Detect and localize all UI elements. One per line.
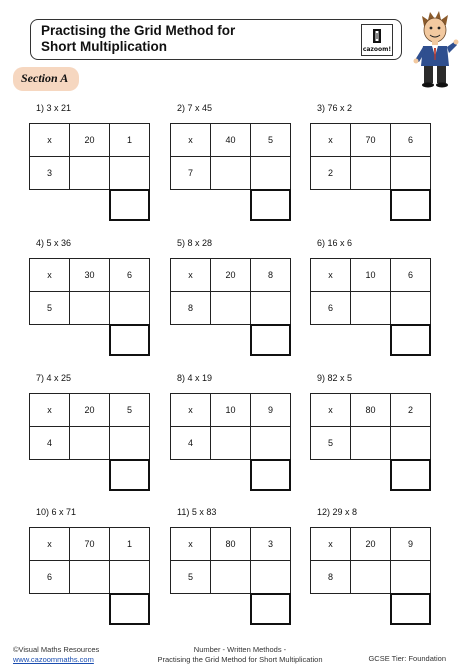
question-label: 12) 29 x 8 [317, 507, 358, 517]
title-line-2: Short Multiplication [41, 39, 167, 54]
grid-tens-cell: 20 [69, 393, 110, 427]
grid-tens-cell: 80 [210, 527, 251, 561]
grid-x-cell: x [29, 527, 70, 561]
total-answer-box[interactable] [109, 593, 150, 625]
question-4 [29, 238, 154, 348]
question-label: 2) 7 x 45 [177, 103, 213, 113]
grid-x-cell: x [29, 393, 70, 427]
logo-text: cazoom! [362, 46, 392, 53]
question-3 [310, 103, 435, 213]
grid-x-cell: x [170, 393, 211, 427]
grid-units-cell: 6 [109, 258, 150, 292]
question-label: 11) 5 x 83 [177, 507, 217, 517]
grid-units-cell: 1 [109, 123, 150, 157]
grid-answer-units-cell[interactable] [109, 560, 150, 594]
grid-x-cell: x [170, 258, 211, 292]
question-label: 1) 3 x 21 [36, 103, 72, 113]
grid-multiplier-cell: 7 [170, 156, 211, 190]
grid-answer-tens-cell[interactable] [350, 426, 391, 460]
cazoom-logo [361, 24, 393, 56]
question-label: 6) 16 x 6 [317, 238, 353, 248]
question-11 [170, 507, 295, 617]
grid-answer-tens-cell[interactable] [350, 156, 391, 190]
topic-line-1: Number - Written Methods - [193, 645, 287, 654]
grid-tens-cell: 20 [210, 258, 251, 292]
grid-answer-tens-cell[interactable] [69, 156, 110, 190]
footer-topic [140, 645, 340, 665]
section-a-tab [13, 67, 79, 91]
grid-answer-tens-cell[interactable] [69, 560, 110, 594]
question-6 [310, 238, 435, 348]
grid-answer-units-cell[interactable] [390, 560, 431, 594]
total-answer-box[interactable] [390, 593, 431, 625]
grid-tens-cell: 10 [350, 258, 391, 292]
grid-answer-units-cell[interactable] [250, 560, 291, 594]
cartoon-boy-icon [410, 10, 460, 90]
grid-x-cell: x [310, 258, 351, 292]
grid-answer-tens-cell[interactable] [350, 291, 391, 325]
copyright-text: ©Visual Maths Resources [13, 645, 100, 654]
question-2 [170, 103, 295, 213]
question-label: 8) 4 x 19 [177, 373, 213, 383]
grid-units-cell: 1 [109, 527, 150, 561]
grid-units-cell: 5 [250, 123, 291, 157]
grid-multiplier-cell: 4 [170, 426, 211, 460]
grid-units-cell: 6 [390, 123, 431, 157]
grid-multiplier-cell: 4 [29, 426, 70, 460]
grid-units-cell: 9 [390, 527, 431, 561]
total-answer-box[interactable] [250, 324, 291, 356]
grid-tens-cell: 30 [69, 258, 110, 292]
grid-units-cell: 6 [390, 258, 431, 292]
question-label: 10) 6 x 71 [36, 507, 77, 517]
logo-mark-icon [373, 29, 381, 43]
grid-answer-tens-cell[interactable] [210, 291, 251, 325]
total-answer-box[interactable] [109, 324, 150, 356]
total-answer-box[interactable] [390, 459, 431, 491]
grid-multiplier-cell: 3 [29, 156, 70, 190]
grid-x-cell: x [29, 123, 70, 157]
grid-multiplier-cell: 6 [310, 291, 351, 325]
section-label: Section A [21, 71, 69, 85]
total-answer-box[interactable] [109, 459, 150, 491]
topic-line-2: Practising the Grid Method for Short Multiplication [157, 655, 323, 664]
grid-x-cell: x [310, 123, 351, 157]
grid-answer-tens-cell[interactable] [210, 560, 251, 594]
title-line-1: Practising the Grid Method for [41, 23, 236, 38]
total-answer-box[interactable] [250, 593, 291, 625]
website-link[interactable]: www.cazoommaths.com [13, 655, 94, 664]
total-answer-box[interactable] [250, 459, 291, 491]
question-10 [29, 507, 154, 617]
total-answer-box[interactable] [390, 189, 431, 221]
grid-answer-units-cell[interactable] [390, 426, 431, 460]
grid-tens-cell: 70 [350, 123, 391, 157]
question-5 [170, 238, 295, 348]
grid-multiplier-cell: 5 [29, 291, 70, 325]
grid-tens-cell: 80 [350, 393, 391, 427]
question-label: 4) 5 x 36 [36, 238, 72, 248]
total-answer-box[interactable] [390, 324, 431, 356]
grid-x-cell: x [310, 393, 351, 427]
grid-answer-units-cell[interactable] [109, 291, 150, 325]
grid-x-cell: x [170, 123, 211, 157]
grid-x-cell: x [170, 527, 211, 561]
total-answer-box[interactable] [250, 189, 291, 221]
grid-answer-units-cell[interactable] [250, 291, 291, 325]
footer-credits [13, 645, 99, 665]
total-answer-box[interactable] [109, 189, 150, 221]
grid-answer-tens-cell[interactable] [350, 560, 391, 594]
question-1 [29, 103, 154, 213]
grid-answer-units-cell[interactable] [109, 156, 150, 190]
question-label: 3) 76 x 2 [317, 103, 353, 113]
grid-answer-units-cell[interactable] [390, 156, 431, 190]
grid-answer-tens-cell[interactable] [69, 291, 110, 325]
grid-answer-tens-cell[interactable] [210, 426, 251, 460]
grid-answer-tens-cell[interactable] [210, 156, 251, 190]
question-12 [310, 507, 435, 617]
grid-units-cell: 8 [250, 258, 291, 292]
grid-multiplier-cell: 8 [310, 560, 351, 594]
grid-multiplier-cell: 2 [310, 156, 351, 190]
grid-answer-tens-cell[interactable] [69, 426, 110, 460]
grid-tens-cell: 40 [210, 123, 251, 157]
grid-answer-units-cell[interactable] [109, 426, 150, 460]
grid-answer-units-cell[interactable] [250, 426, 291, 460]
worksheet-header [30, 19, 402, 60]
grid-multiplier-cell: 5 [170, 560, 211, 594]
footer-tier: GCSE Tier: Foundation [368, 654, 446, 663]
grid-x-cell: x [310, 527, 351, 561]
grid-units-cell: 3 [250, 527, 291, 561]
grid-tens-cell: 70 [69, 527, 110, 561]
question-label: 9) 82 x 5 [317, 373, 353, 383]
grid-multiplier-cell: 8 [170, 291, 211, 325]
question-8 [170, 373, 295, 483]
grid-tens-cell: 20 [350, 527, 391, 561]
grid-units-cell: 2 [390, 393, 431, 427]
grid-x-cell: x [29, 258, 70, 292]
worksheet-title [41, 23, 235, 55]
grid-answer-units-cell[interactable] [390, 291, 431, 325]
grid-multiplier-cell: 5 [310, 426, 351, 460]
grid-answer-units-cell[interactable] [250, 156, 291, 190]
question-7 [29, 373, 154, 483]
question-label: 5) 8 x 28 [177, 238, 213, 248]
question-9 [310, 373, 435, 483]
grid-multiplier-cell: 6 [29, 560, 70, 594]
grid-tens-cell: 10 [210, 393, 251, 427]
grid-units-cell: 9 [250, 393, 291, 427]
grid-units-cell: 5 [109, 393, 150, 427]
grid-tens-cell: 20 [69, 123, 110, 157]
question-label: 7) 4 x 25 [36, 373, 72, 383]
